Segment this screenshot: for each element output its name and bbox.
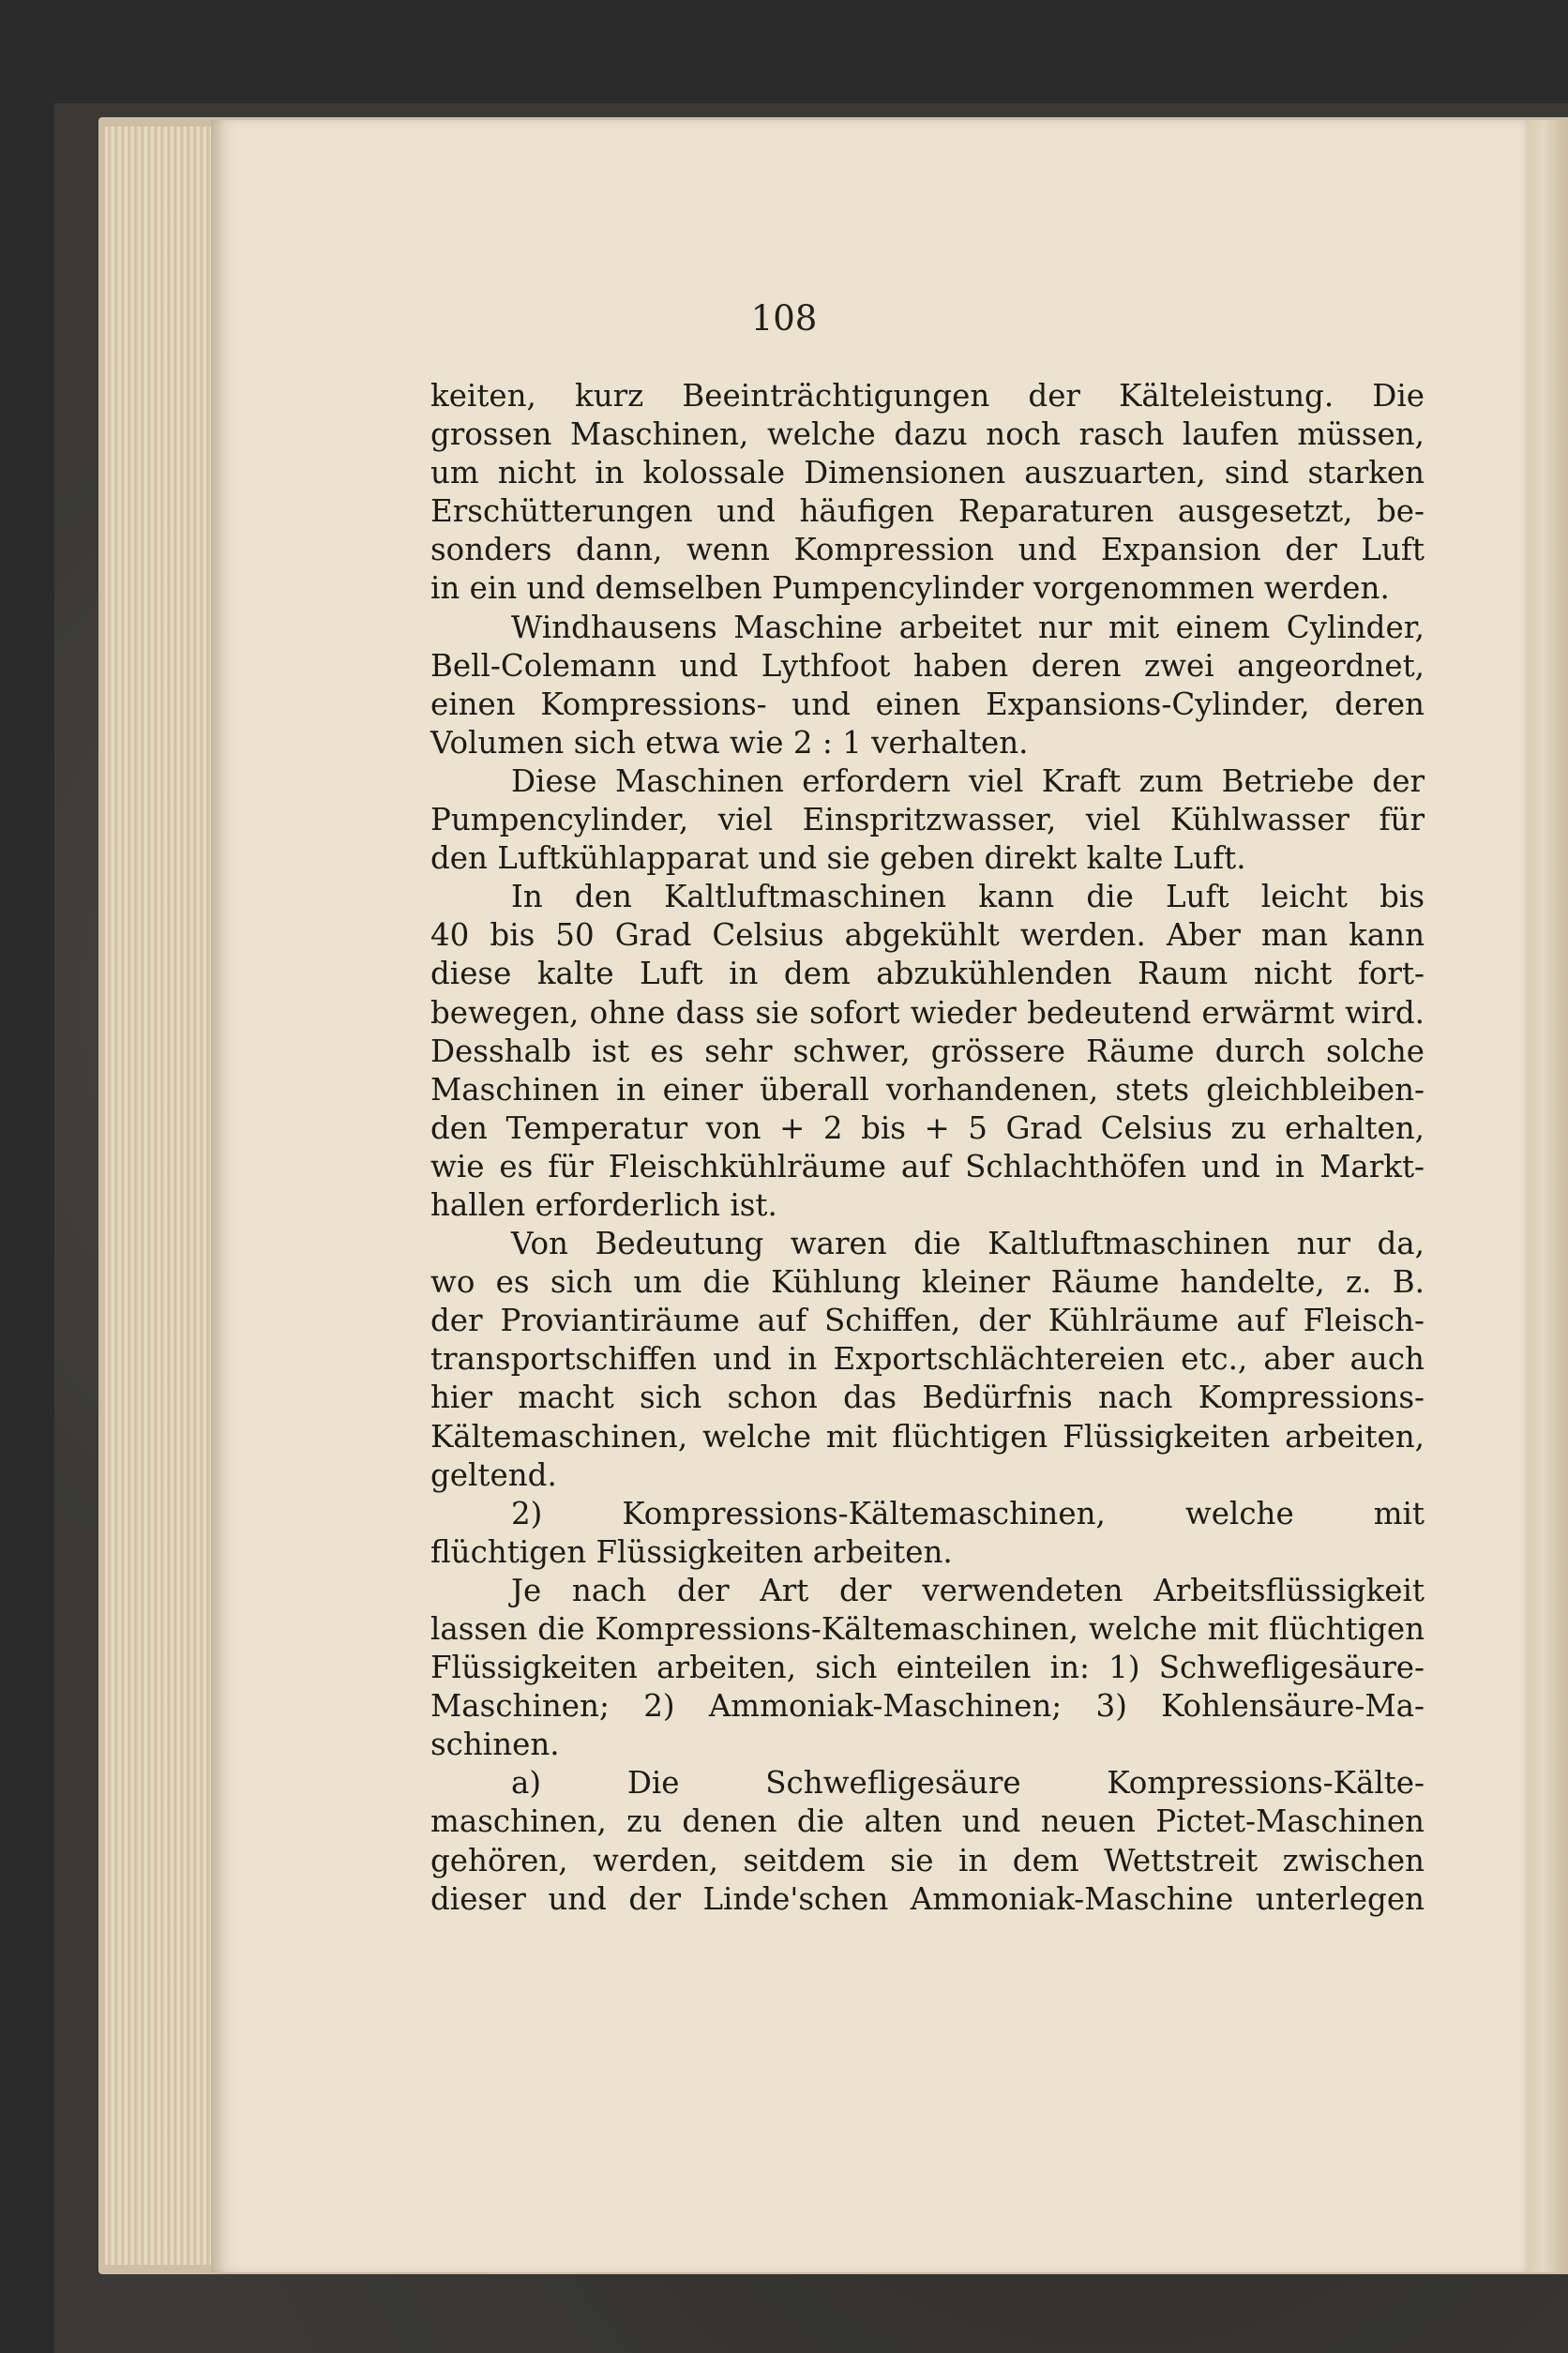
text-line: a) Die Schwefligesäure Kompressions-Kälte-: [511, 1765, 1425, 1802]
text-line: schinen.: [430, 1727, 560, 1763]
text-line: Desshalb ist es sehr schwer, grössere Räume durch solche: [430, 1033, 1425, 1069]
body-text: [430, 377, 1425, 1919]
text-line: um nicht in kolossale Dimensionen auszuarten, sind starken: [430, 455, 1425, 491]
text-line: wo es sich um die Kühlung kleiner Räume handelte, z. B.: [430, 1264, 1425, 1301]
text-line: transportschiffen und in Exportschlächtereien etc., aber auch: [430, 1341, 1425, 1378]
text-line: geltend.: [430, 1456, 557, 1493]
text-line: bewegen, ohne dass sie sofort wieder bedeutend erwärmt wird.: [430, 994, 1425, 1031]
text-line: Kältemaschinen, welche mit flüchtigen Flüssigkeiten arbeiten,: [430, 1418, 1425, 1455]
text-line: 40 bis 50 Grad Celsius abgekühlt werden. Aber man kann: [430, 917, 1425, 954]
page-number: 108: [750, 298, 818, 339]
text-line: Von Bedeutung waren die Kaltluftmaschinen nur da,: [511, 1226, 1425, 1262]
page-edges: [105, 127, 227, 2265]
text-line: sonders dann, wenn Kompression und Expansion der Luft: [430, 532, 1425, 568]
text-line: den Temperatur von + 2 bis + 5 Grad Celsius zu erhalten,: [430, 1109, 1425, 1146]
text-line: 2) Kompressions-Kältemaschinen, welche mit: [511, 1495, 1425, 1531]
text-line: Diese Maschinen erfordern viel Kraft zum Betriebe der: [511, 762, 1425, 799]
text-line: dieser und der Linde'schen Ammoniak-Maschine unterlegen: [430, 1880, 1425, 1917]
text-line: maschinen, zu denen die alten und neuen Pictet-Maschinen: [430, 1803, 1425, 1840]
text-line: diese kalte Luft in dem abzukühlenden Raum nicht fort-: [430, 956, 1425, 992]
text-line: gehören, werden, seitdem sie in dem Wettstreit zwischen: [430, 1842, 1425, 1878]
next-page-edge: [1527, 120, 1568, 2272]
text-line: Windhausens Maschine arbeitet nur mit einem Cylinder,: [511, 609, 1425, 645]
text-line: flüchtigen Flüssigkeiten arbeiten.: [430, 1533, 953, 1570]
text-line: Erschütterungen und häufigen Reparaturen ausgesetzt, be-: [430, 493, 1425, 530]
text-line: hallen erforderlich ist.: [430, 1186, 777, 1223]
text-line: In den Kaltluftmaschinen kann die Luft leicht bis: [511, 879, 1425, 915]
text-line: in ein und demselben Pumpencylinder vorgenommen werden.: [430, 570, 1390, 607]
text-line: Je nach der Art der verwendeten Arbeitsflüssigkeit: [511, 1572, 1425, 1608]
text-line: Maschinen; 2) Ammoniak-Maschinen; 3) Kohlensäure-Ma-: [430, 1688, 1425, 1725]
text-line: Pumpencylinder, viel Einspritzwasser, viel Kühlwasser für: [430, 802, 1425, 838]
text-line: Flüssigkeiten arbeiten, sich einteilen in: 1) Schwefligesäure-: [430, 1650, 1425, 1686]
text-line: grossen Maschinen, welche dazu noch rasch laufen müssen,: [430, 416, 1425, 453]
text-line: hier macht sich schon das Bedürfnis nach Kompressions-: [430, 1380, 1425, 1416]
text-line: einen Kompressions- und einen Expansions-Cylinder, deren: [430, 686, 1425, 722]
text-line: lassen die Kompressions-Kältemaschinen, welche mit flüchtigen: [430, 1611, 1425, 1647]
text-line: Maschinen in einer überall vorhandenen, stets gleichbleiben-: [430, 1071, 1425, 1108]
text-line: Bell-Colemann und Lythfoot haben deren zwei angeordnet,: [430, 647, 1425, 684]
text-line: den Luftkühlapparat und sie geben direkt kalte Luft.: [430, 840, 1246, 877]
text-line: der Proviantiräume auf Schiffen, der Kühlräume auf Fleisch-: [430, 1303, 1425, 1339]
text-line: keiten, kurz Beeinträchtigungen der Kälteleistung. Die: [430, 378, 1425, 414]
text-line: Volumen sich etwa wie 2 : 1 verhalten.: [430, 724, 1029, 761]
text-line: wie es für Fleischkühlräume auf Schlachthöfen und in Markt-: [430, 1148, 1425, 1184]
